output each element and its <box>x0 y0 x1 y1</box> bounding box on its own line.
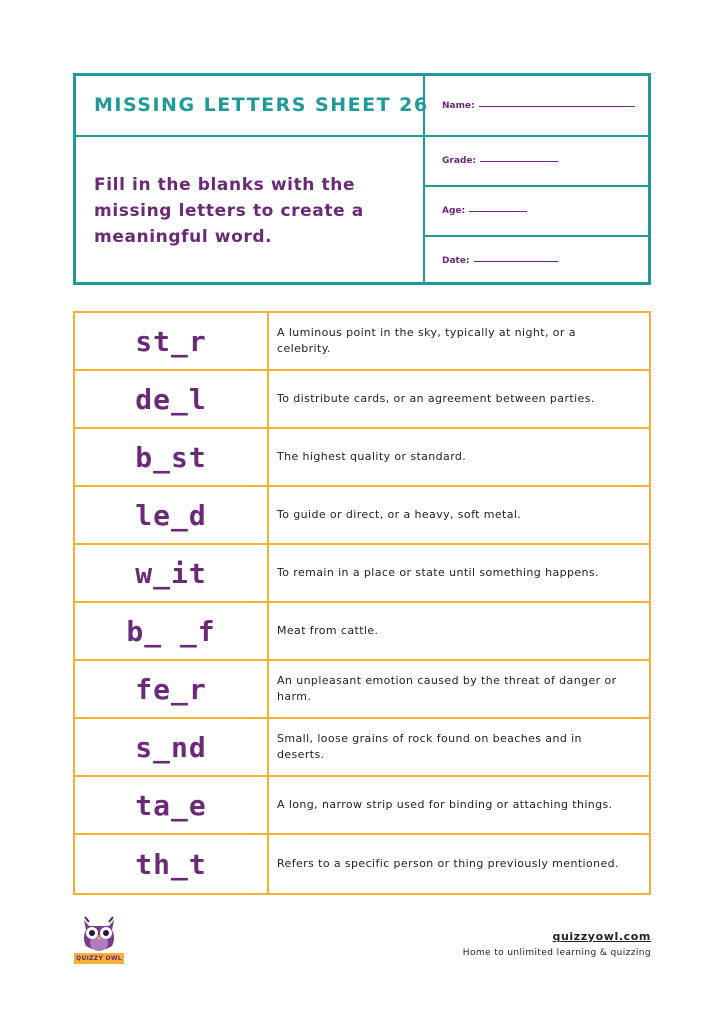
puzzle-word[interactable]: ta_e <box>75 777 269 833</box>
age-field[interactable] <box>442 206 527 216</box>
word-clue: To guide or direct, or a heavy, soft metal. <box>277 508 522 521</box>
word-clue: A long, narrow strip used for binding or attaching things. <box>277 798 613 811</box>
puzzle-word[interactable]: b_ _f <box>75 603 269 659</box>
sheet-title: MISSING LETTERS SHEET 26 <box>94 94 429 116</box>
age-label: Age: <box>442 206 466 216</box>
word-clue: The highest quality or standard. <box>277 450 467 463</box>
date-field[interactable] <box>442 256 558 266</box>
word-clue: To remain in a place or state until something happens. <box>277 566 599 579</box>
word-clue: Meat from cattle. <box>277 624 379 637</box>
table-row <box>75 429 649 487</box>
date-blank-line[interactable] <box>474 260 558 262</box>
puzzle-word[interactable]: s_nd <box>75 719 269 775</box>
header-divider <box>423 235 648 237</box>
table-row <box>75 313 649 371</box>
header-divider <box>423 185 648 187</box>
name-field[interactable] <box>442 101 635 111</box>
puzzle-word[interactable]: le_d <box>75 487 269 543</box>
grade-field[interactable] <box>442 156 558 166</box>
word-clue: A luminous point in the sky, typically at night, or a celebrity. <box>277 326 576 355</box>
puzzle-word[interactable]: w_it <box>75 545 269 601</box>
instructions-text: Fill in the blanks with the missing letters to create a meaningful word. <box>94 175 364 247</box>
header-divider <box>76 135 423 137</box>
table-row <box>75 545 649 603</box>
grade-blank-line[interactable] <box>480 160 558 162</box>
table-row <box>75 777 649 835</box>
puzzle-word[interactable]: fe_r <box>75 661 269 717</box>
site-tagline: Home to unlimited learning & quizzing <box>462 948 651 958</box>
table-row <box>75 371 649 429</box>
table-row <box>75 487 649 545</box>
table-row <box>75 661 649 719</box>
word-clue: To distribute cards, or an agreement between parties. <box>277 392 595 405</box>
brand-logo-text: QUIZZY OWL <box>74 953 124 964</box>
word-clue: Small, loose grains of rock found on beaches and in deserts. <box>277 732 582 761</box>
site-link[interactable]: quizzyowl.com <box>552 930 651 943</box>
name-blank-line[interactable] <box>479 105 635 107</box>
table-row <box>75 603 649 661</box>
missing-letters-table <box>73 311 651 895</box>
worksheet-header <box>73 73 651 285</box>
date-label: Date: <box>442 256 470 266</box>
puzzle-word[interactable]: de_l <box>75 371 269 427</box>
header-divider <box>423 135 648 137</box>
table-row <box>75 719 649 777</box>
puzzle-word[interactable]: th_t <box>75 835 269 893</box>
age-blank-line[interactable] <box>469 210 527 212</box>
name-label: Name: <box>442 101 475 111</box>
word-clue: Refers to a specific person or thing previously mentioned. <box>277 857 619 870</box>
puzzle-word[interactable]: b_st <box>75 429 269 485</box>
table-row <box>75 835 649 893</box>
word-clue: An unpleasant emotion caused by the threat of danger or harm. <box>277 674 617 703</box>
grade-label: Grade: <box>442 156 477 166</box>
puzzle-word[interactable]: st_r <box>75 313 269 369</box>
